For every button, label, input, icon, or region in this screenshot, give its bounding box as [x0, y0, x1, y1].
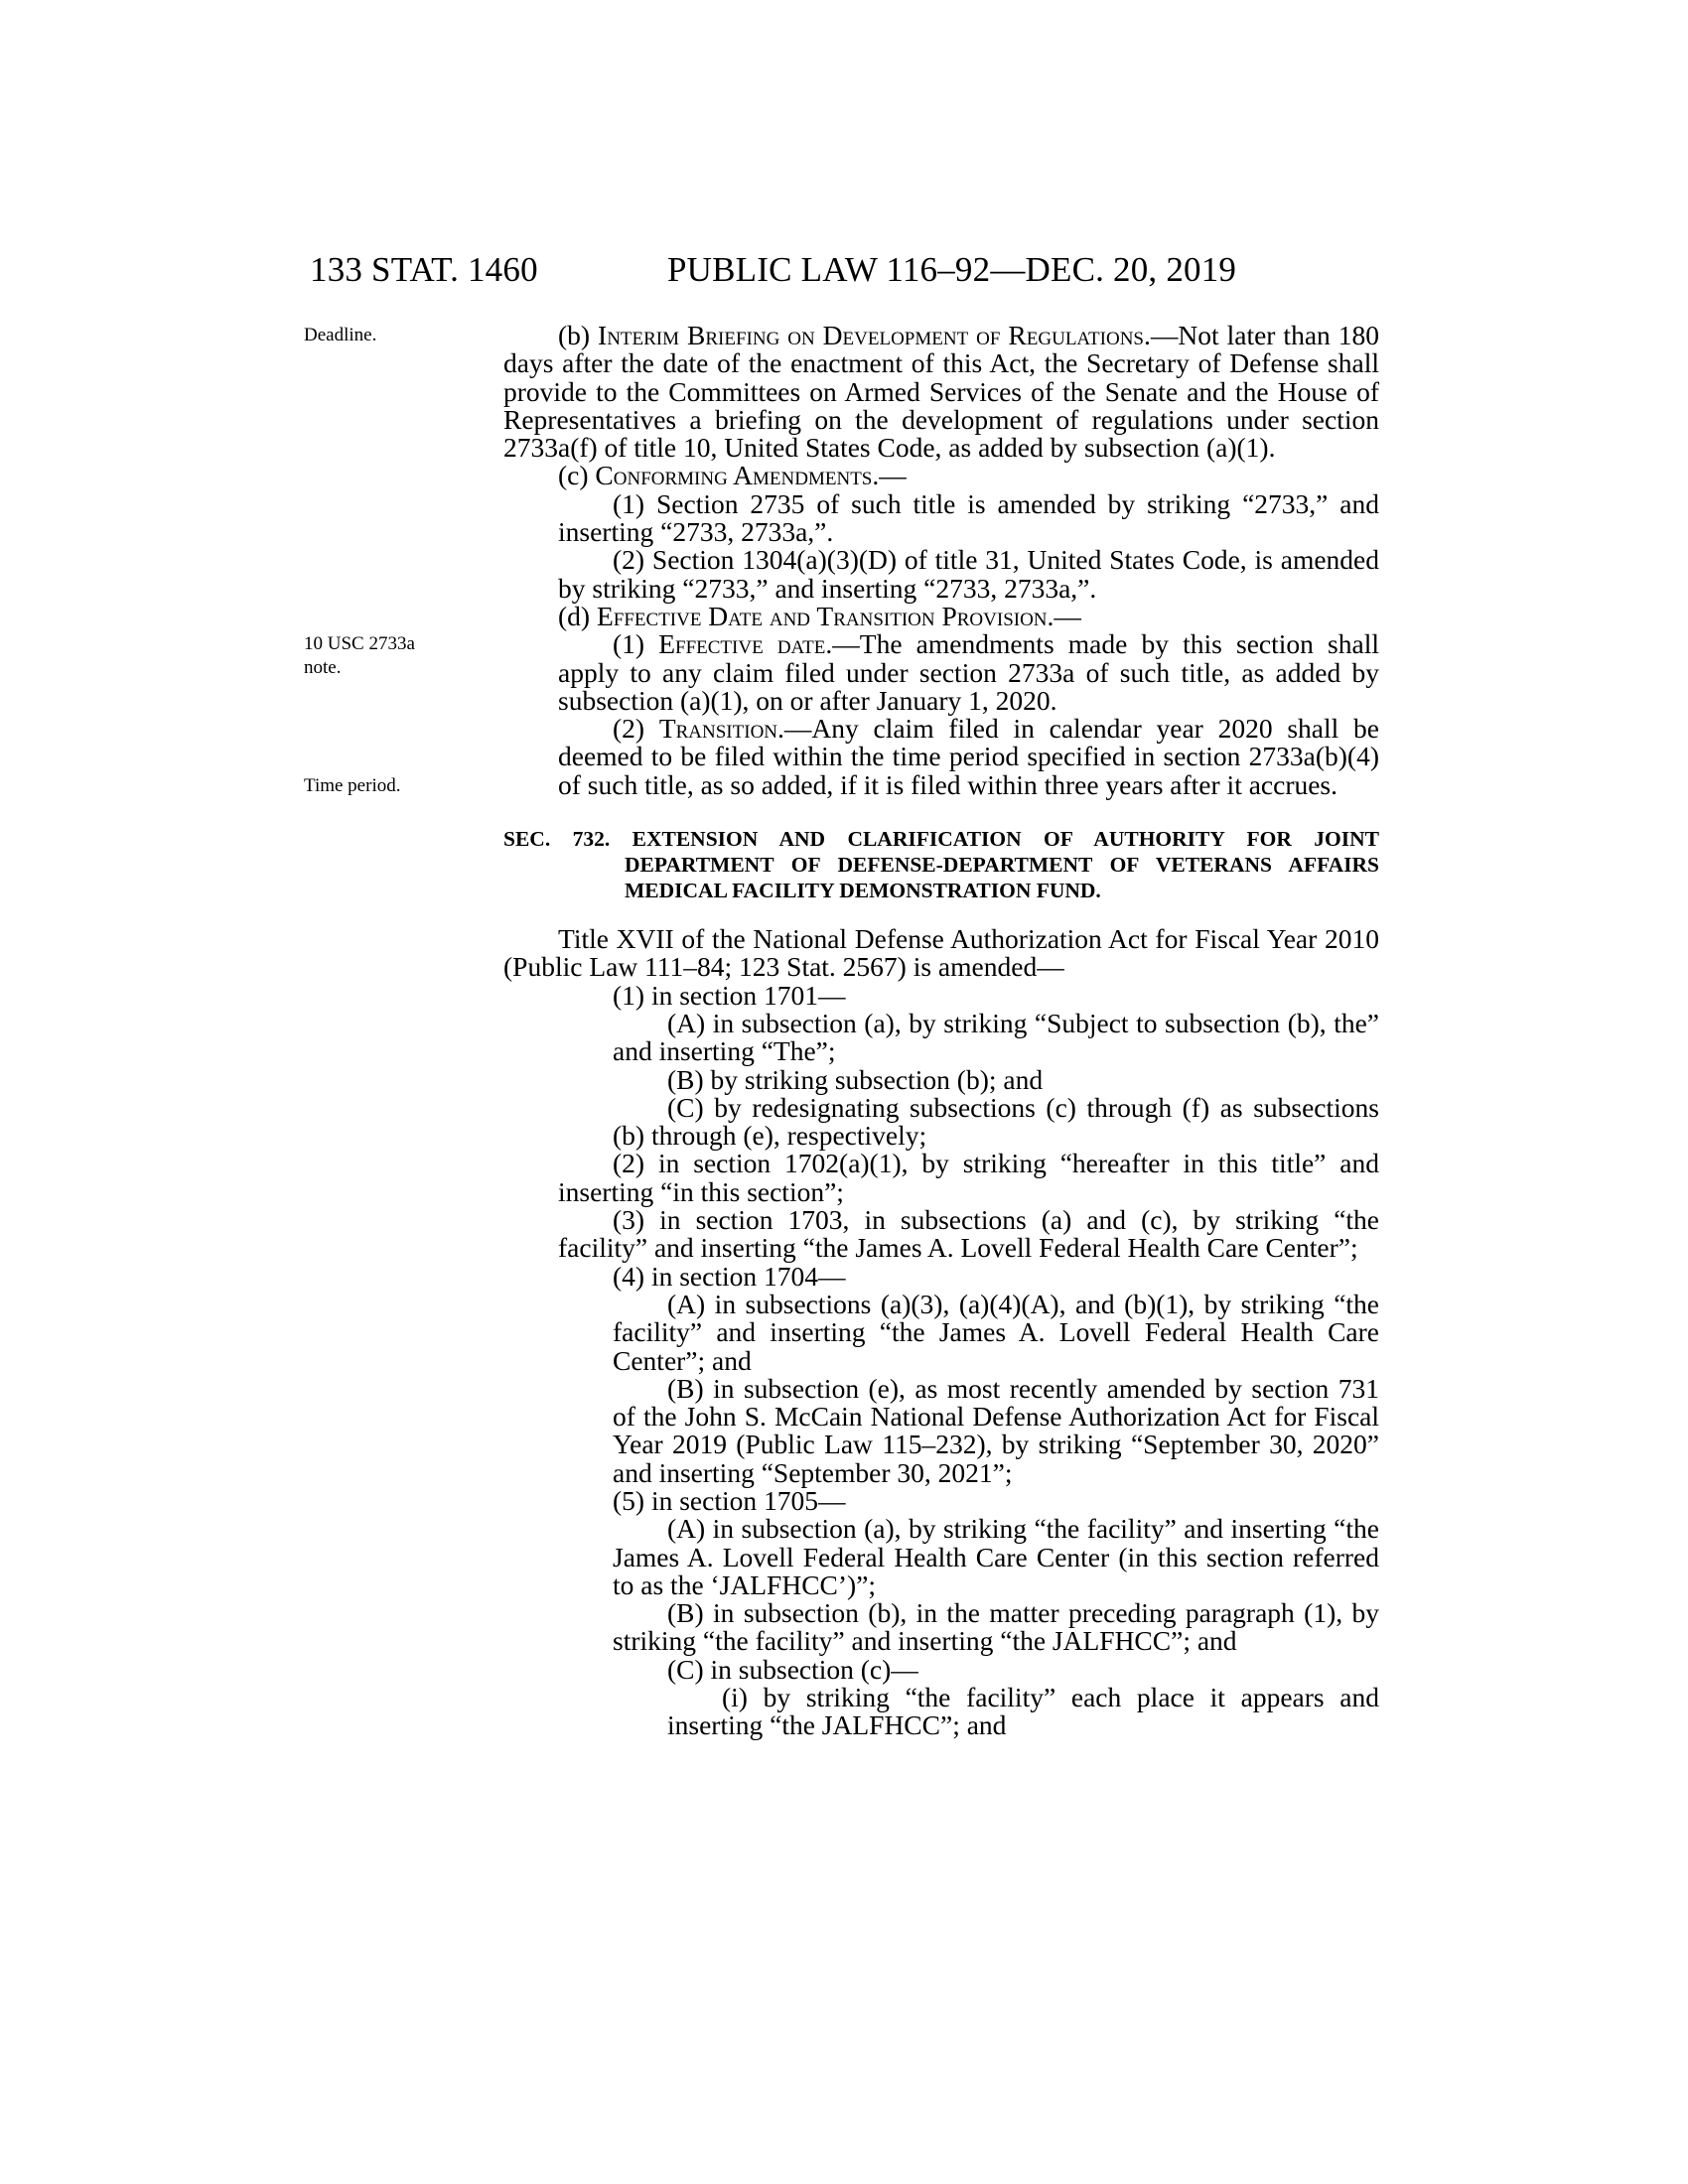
- margin-note-usc: [304, 632, 415, 680]
- subparagraph-1A: (A) in subsection (a), by striking “Subject to subsection (b), the” and inserting “The”;: [613, 1007, 1379, 1067]
- subsection-d-heading: Effective Date and Transition Provision.: [596, 600, 1055, 631]
- paragraph-d1: (1) Effective date.—The amendments made by this section shall apply to any claim filed under section 2733a of such title, as added by subsection (a)(1), on or after January 1, 2020.: [558, 628, 1379, 716]
- subsection-c-heading: Conforming Amendments.: [595, 460, 880, 491]
- paragraph-4: (4) in section 1704—: [613, 1260, 846, 1292]
- subsection-c: (c) Conforming Amendments.—: [558, 460, 907, 491]
- subsection-d: (d) Effective Date and Transition Provision.—: [558, 600, 1081, 631]
- paragraph-5: (5) in section 1705—: [613, 1484, 846, 1516]
- margin-note-time-period: Time period.: [304, 775, 401, 796]
- margin-note-deadline: Deadline.: [304, 325, 377, 345]
- subsection-b: (b) Interim Briefing on Development of Regulations.—Not later than 180 days after the date of the enactment of this Act, the Secretary of Defense shall provide to the Committees on Armed Services of the Senate and the House of Representatives a briefing on the development of regulations under section 2733a(f) of title 10, United States Code, as added by subsection (a)(1).: [503, 320, 1379, 464]
- margin-note-usc-note: note.: [304, 657, 342, 678]
- subparagraph-4B: (B) in subsection (e), as most recently amended by section 731 of the John S. McCain National Defense Authorization Act for Fiscal Year 2019 (Public Law 115–232), by striking “September 30, 2020” and inserting “September 30, 2021”;: [613, 1372, 1379, 1488]
- statute-page-number: 133 STAT. 1460: [310, 250, 538, 289]
- section-heading: SEC. 732. EXTENSION AND CLARIFICATION OF AUTHORITY FOR JOINT DEPARTMENT OF DEFENSE-DEPARTMENT OF VETERANS AFFAIRS MEDICAL FACILITY DEMONSTRATION FUND.: [503, 827, 1379, 903]
- paragraph-3: (3) in section 1703, in subsections (a) and (c), by striking “the facility” and inserting “the James A. Lovell Federal Health Care Center”;: [558, 1204, 1379, 1264]
- subparagraph-5A: (A) in subsection (a), by striking “the facility” and inserting “the James A. Lovell Federal Health Care Center (in this section referred to as the ‘JALFHCC’)”;: [613, 1513, 1379, 1600]
- paragraph-c2: (2) Section 1304(a)(3)(D) of title 31, United States Code, is amended by striking “2733,” and inserting “2733, 2733a,”.: [558, 544, 1379, 604]
- paragraph-2: (2) in section 1702(a)(1), by striking “hereafter in this title” and inserting “in this section”;: [558, 1148, 1379, 1207]
- subparagraph-1C: (C) by redesignating subsections (c) through (f) as subsections (b) through (e), respectively;: [613, 1091, 1379, 1152]
- document-body: [503, 322, 1379, 1740]
- subparagraph-5B: (B) in subsection (b), in the matter preceding paragraph (1), by striking “the facility” and inserting “the JALFHCC”; and: [613, 1597, 1379, 1657]
- subsection-b-heading: Interim Briefing on Development of Regulations.: [598, 320, 1151, 350]
- subparagraph-1B: (B) by striking subsection (b); and: [667, 1063, 1044, 1095]
- section-intro: Title XVII of the National Defense Authorization Act for Fiscal Year 2010 (Public Law 111–84; 123 Stat. 2567) is amended—: [503, 923, 1379, 983]
- paragraph-d2-heading: Transition.: [658, 713, 784, 745]
- paragraph-d2: (2) Transition.—Any claim filed in calendar year 2020 shall be deemed to be filed within the time period specified in section 2733a(b)(4) of such title, as so added, if it is filed within three years after it accrues.: [558, 713, 1379, 800]
- margin-note-usc-citation: 10 USC 2733a: [304, 633, 415, 654]
- paragraph-1: (1) in section 1701—: [613, 979, 846, 1011]
- subparagraph-4A: (A) in subsections (a)(3), (a)(4)(A), and (b)(1), by striking “the facility” and inserting “the James A. Lovell Federal Health Care Center”; and: [613, 1288, 1379, 1376]
- paragraph-c1: (1) Section 2735 of such title is amended by striking “2733,” and inserting “2733, 2733a,”.: [558, 487, 1379, 548]
- paragraph-d1-heading: Effective date.: [658, 628, 833, 660]
- running-head: PUBLIC LAW 116–92—DEC. 20, 2019: [667, 250, 1237, 289]
- subparagraph-5C: (C) in subsection (c)—: [667, 1653, 918, 1685]
- clause-5Ci: (i) by striking “the facility” each place it appears and inserting “the JALFHCC”; and: [667, 1682, 1379, 1741]
